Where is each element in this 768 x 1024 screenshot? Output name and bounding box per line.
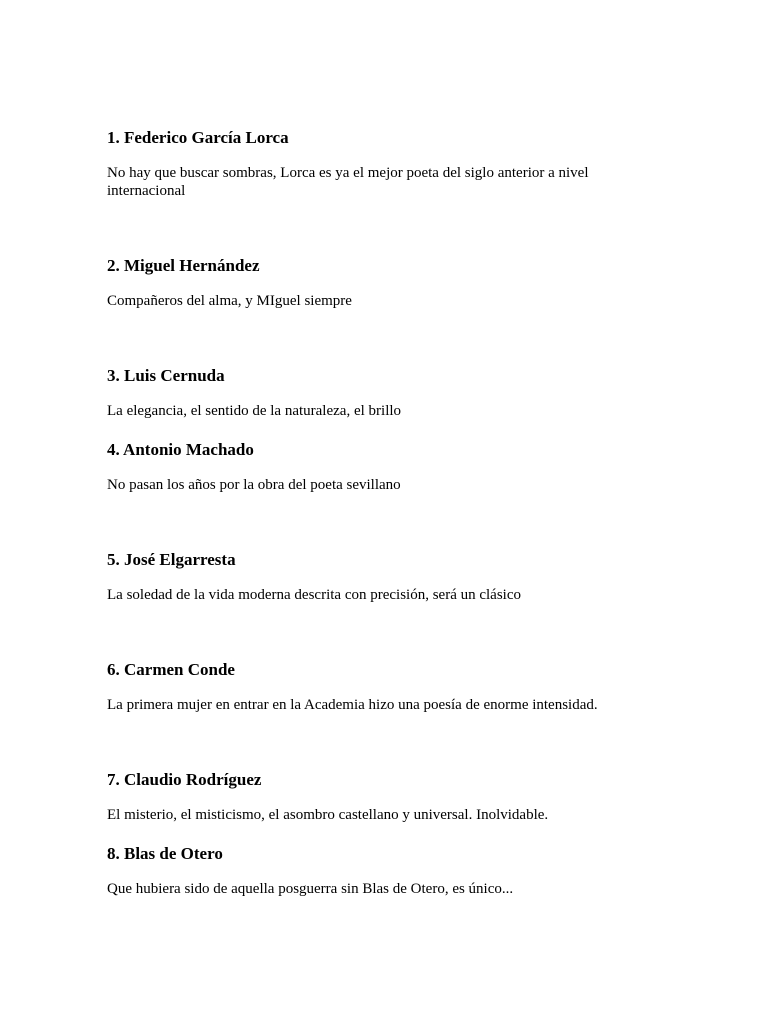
- poet-title: 4. Antonio Machado: [107, 440, 254, 459]
- poet-entry-1: [107, 128, 647, 199]
- poet-title: 1. Federico García Lorca: [107, 128, 289, 147]
- poet-comment: El misterio, el misticismo, el asombro castellano y universal. Inolvidable.: [107, 807, 549, 823]
- poet-title: 8. Blas de Otero: [107, 844, 223, 863]
- poet-title: 3. Luis Cernuda: [107, 366, 225, 385]
- poet-entry-5: [107, 550, 647, 603]
- poet-entry-4: [107, 440, 647, 493]
- poet-title: 5. José Elgarresta: [107, 550, 236, 569]
- poet-entry-2: [107, 256, 647, 309]
- poet-entry-6: [107, 660, 647, 713]
- poet-entry-3: [107, 366, 647, 419]
- poet-entry-7: [107, 770, 647, 823]
- poet-comment: La primera mujer en entrar en la Academia hizo una poesía de enorme intensidad.: [107, 697, 598, 713]
- poet-entry-8: [107, 844, 647, 897]
- poet-comment: Compañeros del alma, y MIguel siempre: [107, 293, 352, 309]
- poet-comment: Que hubiera sido de aquella posguerra sin Blas de Otero, es único...: [107, 881, 514, 897]
- poet-comment: No hay que buscar sombras, Lorca es ya el mejor poeta del siglo anterior a nivel internacional: [107, 165, 589, 199]
- poet-title: 6. Carmen Conde: [107, 660, 235, 679]
- poet-comment: La elegancia, el sentido de la naturaleza, el brillo: [107, 403, 402, 419]
- poet-comment: La soledad de la vida moderna descrita con precisión, será un clásico: [107, 587, 522, 603]
- poet-title: 7. Claudio Rodríguez: [107, 770, 262, 789]
- poet-title: 2. Miguel Hernández: [107, 256, 260, 275]
- poet-comment: No pasan los años por la obra del poeta sevillano: [107, 477, 401, 493]
